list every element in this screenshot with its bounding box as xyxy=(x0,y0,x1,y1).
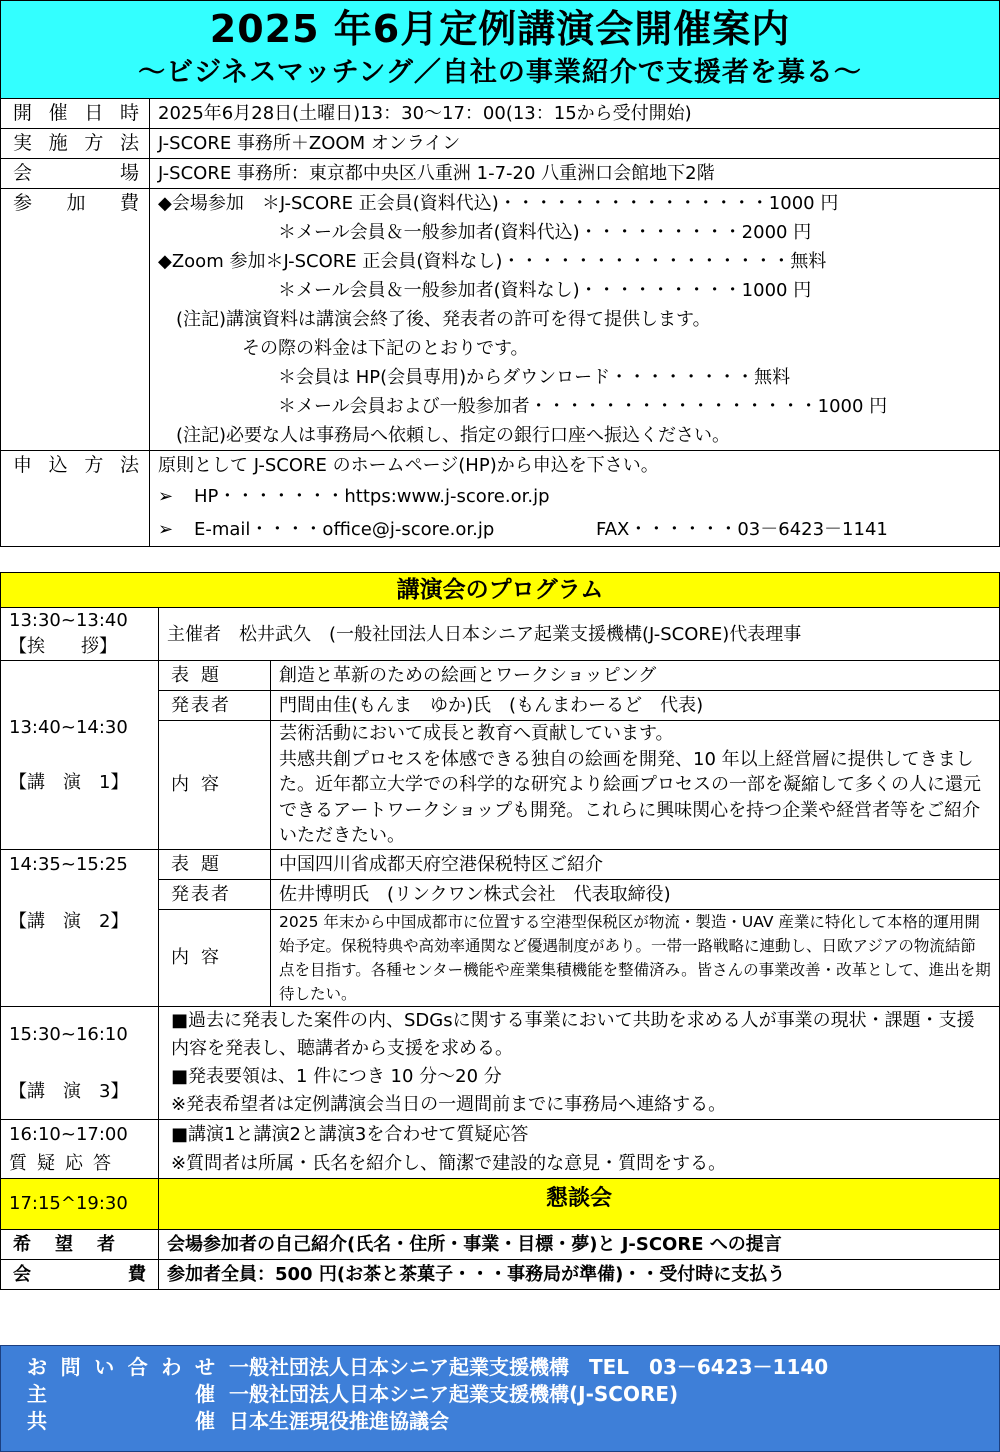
talk2-title-label: 表題 xyxy=(159,849,271,879)
apply-label: 申込方法 xyxy=(1,451,150,547)
fee-line: ＊会員は HP(会員専用)からダウンロード・・・・・・・・無料 xyxy=(278,367,791,388)
talk1-time-cell xyxy=(1,661,159,850)
talk1-content-label: 内容 xyxy=(159,721,271,850)
method-label: 実施方法 xyxy=(1,129,150,159)
arrow-icon: ➢ xyxy=(158,519,174,540)
info-row-method xyxy=(1,129,1000,159)
page-header xyxy=(0,0,1000,98)
program-table xyxy=(0,572,1000,1290)
cohost-value: 日本生涯現役推進協議会 xyxy=(229,1409,449,1433)
date-label: 開催日時 xyxy=(1,99,150,129)
venue-value: J-SCORE 事務所：東京都中央区八重洲 1-7-20 八重洲口会館地下2階 xyxy=(150,159,1000,189)
apply-intro: 原則として J-SCORE のホームページ(HP)から申込を下さい。 xyxy=(158,455,659,476)
talk3-line: ■発表要領は、1 件につき 10 分～20 分 xyxy=(171,1065,502,1087)
talk2-title-row xyxy=(1,849,1000,879)
talk3-line: ■過去に発表した案件の内、SDGsに関する事業において共助を求める人が事業の現状・課題・支援内容を発表し、聴講者から支援を求める。 xyxy=(171,1009,975,1059)
apply-details xyxy=(150,451,1000,547)
qa-line: ※質問者は所属・氏名を紹介し、簡潔で建設的な意見・質問をする。 xyxy=(171,1152,727,1174)
fee-line: ＊メール会員および一般参加者・・・・・・・・・・・・・・・・1000 円 xyxy=(278,396,888,417)
talk3-time: 15:30~16:10 xyxy=(9,1023,128,1045)
fee-line: ◆会場参加 ＊J-SCORE 正会員(資料代込)・・・・・・・・・・・・・・・1000 円 xyxy=(158,193,839,214)
talk1-title-row xyxy=(1,661,1000,691)
contact-row xyxy=(27,1354,999,1381)
qa-label: 質疑応答 xyxy=(9,1152,121,1174)
talk3-time-cell xyxy=(1,1006,159,1119)
social-wish-row xyxy=(1,1229,1000,1259)
talk2-title: 中国四川省成都天府空港保税特区ご紹介 xyxy=(271,849,1000,879)
talk2-time-cell xyxy=(1,849,159,1006)
talk3-row xyxy=(1,1006,1000,1119)
event-info-table xyxy=(0,98,1000,547)
fee-label: 参加費 xyxy=(1,189,150,451)
fee-line: ＊メール会員＆一般参加者(資料なし)・・・・・・・・・1000 円 xyxy=(278,280,812,301)
fee-line: ◆Zoom 参加＊J-SCORE 正会員(資料なし)・・・・・・・・・・・・・・・・無料 xyxy=(158,251,827,272)
apply-fax: FAX・・・・・・03－6423－1141 xyxy=(596,519,888,540)
qa-time: 16:10~17:00 xyxy=(9,1123,128,1145)
fee-note: その際の料金は下記のとおりです。 xyxy=(242,338,529,359)
contact-label: お問い合わせ xyxy=(27,1355,215,1379)
talk3-details xyxy=(159,1006,1000,1119)
qa-time-cell xyxy=(1,1119,159,1178)
social-wish-label: 希望者 xyxy=(1,1229,159,1259)
apply-hp-line xyxy=(158,480,991,513)
contact-footer xyxy=(0,1345,1000,1452)
fee-details xyxy=(150,189,1000,451)
social-row xyxy=(1,1178,1000,1229)
host-label: 主催 xyxy=(27,1382,215,1406)
qa-line: ■講演1と講演2と講演3を合わせて質疑応答 xyxy=(171,1123,529,1145)
talk3-label: 【講 演 3】 xyxy=(9,1080,129,1102)
page-title: 2025 年6月定例講演会開催案内 xyxy=(209,7,791,51)
talk2-presenter: 佐井博明氏 (リンクワン株式会社 代表取締役) xyxy=(271,879,1000,909)
fee-line: ＊メール会員＆一般参加者(資料代込)・・・・・・・・・2000 円 xyxy=(278,222,812,243)
talk1-label: 【講 演 1】 xyxy=(9,771,129,793)
talk3-line: ※発表希望者は定例講演会当日の一週間前までに事務局へ連絡する。 xyxy=(171,1093,727,1115)
info-row-fee xyxy=(1,189,1000,451)
talk1-title: 創造と革新のための絵画とワークショッピング xyxy=(271,661,1000,691)
date-value: 2025年6月28日(土曜日)13：30～17：00(13：15から受付開始) xyxy=(150,99,1000,129)
fee-note: (注記)講演資料は講演会終了後、発表者の許可を得て提供します。 xyxy=(176,309,711,330)
greeting-time-cell xyxy=(1,608,159,661)
method-value: J-SCORE 事務所＋ZOOM オンライン xyxy=(150,129,1000,159)
info-row-date xyxy=(1,99,1000,129)
apply-email[interactable]: E-mail・・・・office@j-score.or.jp xyxy=(194,519,495,540)
talk1-presenter-label: 発表者 xyxy=(159,691,271,721)
host-value: 一般社団法人日本シニア起業支援機構(J-SCORE) xyxy=(229,1382,679,1406)
social-time: 17:15^19:30 xyxy=(1,1178,159,1229)
social-fee: 参加者全員：500 円(お茶と茶菓子・・・事務局が準備)・・受付時に支払う xyxy=(159,1259,1000,1289)
talk2-content: 2025 年末から中国成都市に位置する空港型保税区が物流・製造・UAV 産業に特化して本格的運用開始予定。保税特典や高効率通関など優遇制度があり。一帯一路戦略に連動し、日欧アジアの物流結節点を目指す。各種センター機能や産業集積機能を整備済み。皆さんの事業改善・改革として、進出を期待したい。 xyxy=(271,909,1000,1006)
cohost-row xyxy=(27,1408,999,1435)
apply-hp[interactable]: HP・・・・・・・https:www.j-score.or.jp xyxy=(194,486,550,507)
apply-email-line xyxy=(158,513,991,546)
talk2-label: 【講 演 2】 xyxy=(9,910,129,932)
info-row-venue xyxy=(1,159,1000,189)
social-fee-label: 会費 xyxy=(1,1259,159,1289)
qa-details xyxy=(159,1119,1000,1178)
talk1-presenter: 門間由佳(もんま ゆか)氏 (もんまわーるど 代表) xyxy=(271,691,1000,721)
greeting-row xyxy=(1,608,1000,661)
talk2-presenter-label: 発表者 xyxy=(159,879,271,909)
info-row-apply xyxy=(1,451,1000,547)
talk1-title-label: 表題 xyxy=(159,661,271,691)
venue-label: 会場 xyxy=(1,159,150,189)
cohost-label: 共催 xyxy=(27,1409,215,1433)
program-heading: 講演会のプログラム xyxy=(1,573,1000,608)
greeting-label: 【挨 拶】 xyxy=(9,636,117,657)
arrow-icon: ➢ xyxy=(158,486,174,507)
contact-value: 一般社団法人日本シニア起業支援機構 TEL 03－6423－1140 xyxy=(229,1355,829,1379)
host-row xyxy=(27,1381,999,1408)
program-heading-row xyxy=(1,573,1000,608)
fee-note: (注記)必要な人は事務局へ依頼し、指定の銀行口座へ振込ください。 xyxy=(176,425,731,446)
greeting-time: 13:30~13:40 xyxy=(9,610,128,631)
greeting-text: 主催者 松井武久 (一般社団法人日本シニア起業支援機構(J-SCORE)代表理事 xyxy=(159,608,1000,661)
page-subtitle: ～ビジネスマッチング／自社の事業紹介で支援者を募る～ xyxy=(138,57,862,88)
talk2-time: 14:35~15:25 xyxy=(9,853,128,875)
social-label: 懇談会 xyxy=(159,1178,1000,1229)
talk2-content-label: 内容 xyxy=(159,909,271,1006)
talk1-content: 芸術活動において成長と教育へ貢献しています。 共感共創プロセスを体感できる独自の絵画を開発、10 年以上経営層に提供してきました。近年都立大学での科学的な研究より絵画プロセスの一部を凝縮して多くの人に還元できるアートワークショップも開発。これらに興味関心を持つ企業や経営者等をご紹介いただきたい。 xyxy=(271,721,1000,850)
social-wish: 会場参加者の自己紹介(氏名・住所・事業・目標・夢)と J-SCORE への提言 xyxy=(159,1229,1000,1259)
talk1-time: 13:40~14:30 xyxy=(9,716,128,738)
qa-row xyxy=(1,1119,1000,1178)
social-fee-row xyxy=(1,1259,1000,1289)
